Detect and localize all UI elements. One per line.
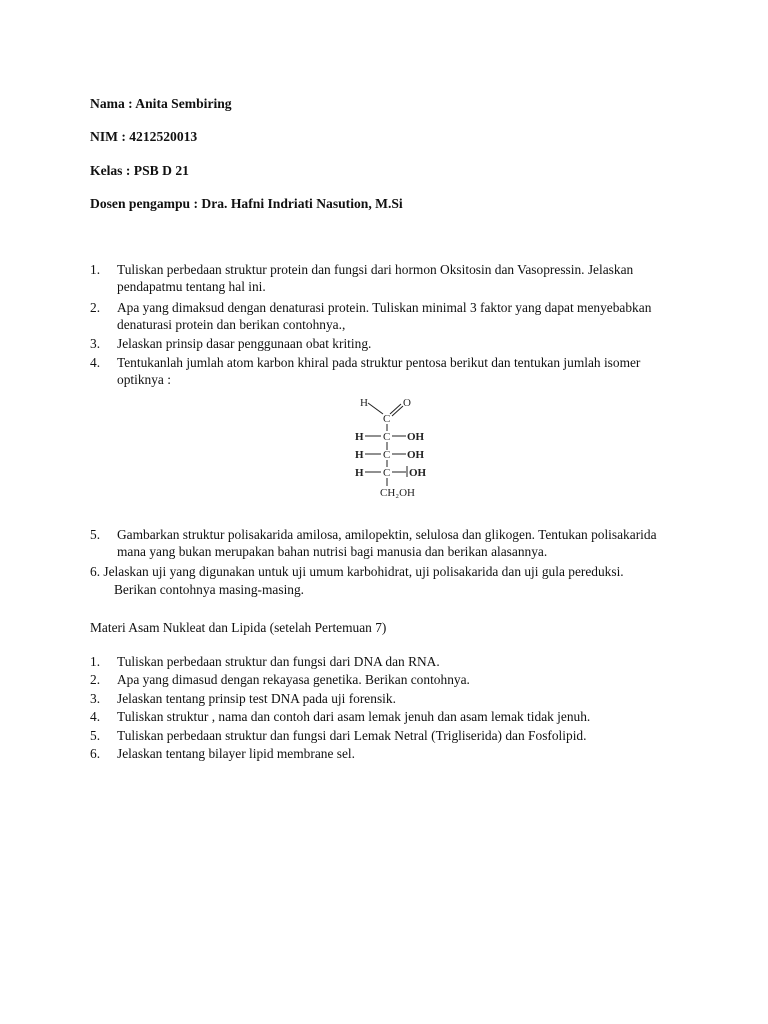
question-text-line: optiknya : <box>117 372 171 387</box>
atom-h: H <box>355 431 364 443</box>
question-text <box>117 526 690 560</box>
group-ch2oh: CH₂OH <box>380 487 416 499</box>
question-number: 3. <box>90 691 101 706</box>
question-number: 1. <box>90 654 101 669</box>
group-oh: OH <box>409 467 427 479</box>
question-text: Jelaskan tentang bilayer lipid membrane sel. <box>117 746 355 761</box>
question-number: 2. <box>90 300 101 315</box>
question-number: 2. <box>90 672 101 687</box>
question-text-line: Tuliskan perbedaan struktur protein dan fungsi dari hormon Oksitosin dan Vasopressin. Jelaskan <box>117 262 634 277</box>
question-number: 4. <box>90 355 101 370</box>
question-text: Tuliskan perbedaan struktur dan fungsi dari Lemak Netral (Trigliserida) dan Fosfolipid. <box>117 728 587 743</box>
group-oh: OH <box>407 449 425 461</box>
group-oh: OH <box>407 431 425 443</box>
question-number: 6. <box>90 746 101 761</box>
atom-c: C <box>383 413 391 425</box>
question-text-line: pendapatmu tentang hal ini. <box>117 279 266 294</box>
section-title: Materi Asam Nukleat dan Lipida (setelah Pertemuan 7) <box>90 620 387 635</box>
atom-h-top: H <box>360 397 368 409</box>
question-text: Tuliskan struktur , nama dan contoh dari asam lemak jenuh dan asam lemak tidak jenuh. <box>117 709 591 724</box>
question-text <box>117 261 690 295</box>
atom-h: H <box>355 467 364 479</box>
atom-h: H <box>355 449 364 461</box>
question-text: Jelaskan prinsip dasar penggunaan obat kriting. <box>117 336 372 351</box>
student-class: Kelas : PSB D 21 <box>90 163 189 178</box>
atom-c: C <box>383 431 391 443</box>
atom-c: C <box>383 467 391 479</box>
question-6-line-1: 6. Jelaskan uji yang digunakan untuk uji umum karbohidrat, uji polisakarida dan uji gula pereduksi. <box>90 564 624 579</box>
question-number: 1. <box>90 262 101 277</box>
question-number: 4. <box>90 709 101 724</box>
question-number: 5. <box>90 527 101 542</box>
question-number: 3. <box>90 336 101 351</box>
student-name: Nama : Anita Sembiring <box>90 96 232 111</box>
atom-o-top: O <box>403 397 411 409</box>
question-number: 5. <box>90 728 101 743</box>
question-text: Tuliskan perbedaan struktur dan fungsi dari DNA dan RNA. <box>117 654 440 669</box>
lecturer: Dosen pengampu : Dra. Hafni Indriati Nasution, M.Si <box>90 196 403 211</box>
question-text <box>117 354 690 388</box>
question-text: Apa yang dimasud dengan rekayasa genetika. Berikan contohnya. <box>117 672 470 687</box>
question-text <box>117 299 690 333</box>
bond-line <box>368 403 383 414</box>
question-text-line: Tentukanlah jumlah atom karbon khiral pada struktur pentosa berikut dan tentukan jumlah isomer <box>117 355 641 370</box>
question-text-line: Gambarkan struktur polisakarida amilosa, amilopektin, selulosa dan glikogen. Tentukan polisakarida <box>117 527 657 542</box>
question-text-line: Apa yang dimaksud dengan denaturasi protein. Tuliskan minimal 3 faktor yang dapat menyebabkan <box>117 300 652 315</box>
atom-c: C <box>383 449 391 461</box>
question-text-line: denaturasi protein dan berikan contohnya., <box>117 317 346 332</box>
question-text: Jelaskan tentang prinsip test DNA pada uji forensik. <box>117 691 396 706</box>
pentose-structure <box>350 395 440 501</box>
question-text-line: mana yang bukan merupakan bahan nutrisi bagi manusia dan berikan alasannya. <box>117 544 548 559</box>
question-6-line-2: Berikan contohnya masing-masing. <box>114 582 305 597</box>
student-nim: NIM : 4212520013 <box>90 129 198 144</box>
